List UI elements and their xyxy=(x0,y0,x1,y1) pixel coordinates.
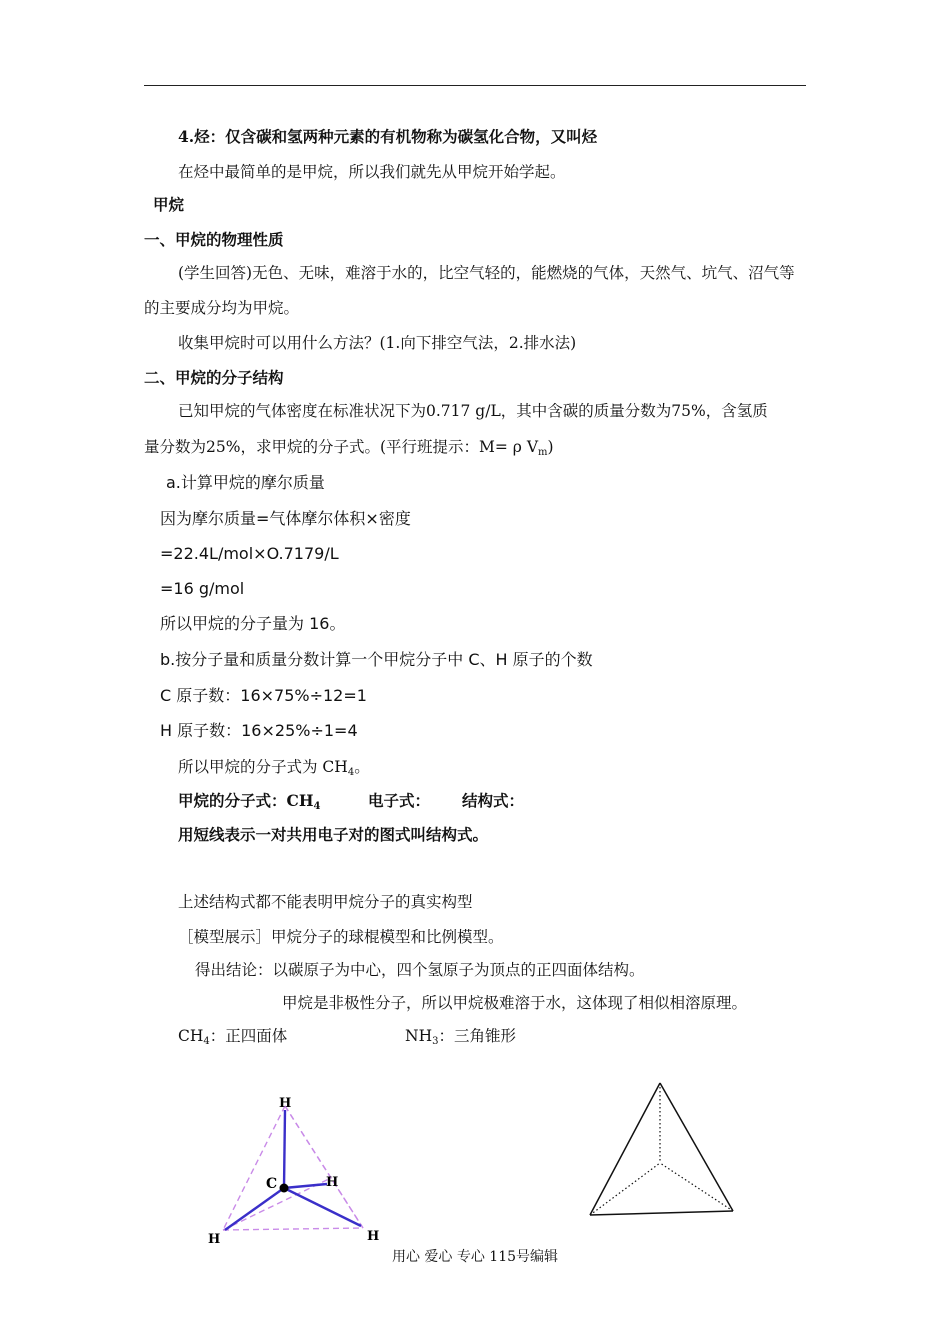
section1-heading: 一、甲烷的物理性质 xyxy=(144,230,284,249)
calc-h-atoms: H 原子数：16×25%÷1=4 xyxy=(160,721,358,740)
triangular-pyramid-diagram xyxy=(580,1075,745,1225)
page-footer: 用心 爱心 专心 115号编辑 xyxy=(391,1249,559,1265)
calc-step-b: b.按分子量和质量分数计算一个甲烷分子中 C、H 原子的个数 xyxy=(160,650,593,669)
heading-hydrocarbon: 4.烃：仅含碳和氢两种元素的有机物称为碳氢化合物，又叫烃 xyxy=(178,127,598,146)
conclusion: 得出结论：以碳原子为中心，四个氢原子为顶点的正四面体结构。 xyxy=(195,961,645,979)
student-answer-line1: (学生回答)无色、无味，难溶于水的，比空气轻的，能燃烧的气体，天然气、坑气、沼气等 xyxy=(178,264,795,282)
calc-result-mass: 所以甲烷的分子量为 16。 xyxy=(160,614,346,633)
pyramid-dotted-edges xyxy=(590,1083,733,1215)
bond-c-h-right xyxy=(284,1184,327,1188)
carbon-atom-dot xyxy=(280,1184,289,1193)
edge-bottom xyxy=(223,1228,363,1230)
label-molecular-text: 甲烷的分子式：CH xyxy=(178,791,314,810)
pyramid-edge-right xyxy=(660,1083,733,1211)
problem-line2-text: 量分数为25%，求甲烷的分子式。(平行班提示：M= ρ V xyxy=(144,438,539,456)
collect-question: 收集甲烷时可以用什么方法？(1.向下排空气法，2.排水法) xyxy=(178,334,577,352)
nh3-shape xyxy=(405,1026,516,1052)
formula-result-sub: 4 xyxy=(347,767,355,778)
student-answer-line2: 的主要成分均为甲烷。 xyxy=(144,299,300,317)
bond-c-h-top xyxy=(284,1110,285,1188)
section2-heading: 二、甲烷的分子结构 xyxy=(144,368,284,387)
label-electronic-formula: 电子式： xyxy=(368,791,431,810)
label-structural-formula: 结构式： xyxy=(462,791,525,810)
pyramid-solid-edges xyxy=(590,1083,733,1215)
methane-tetrahedron-diagram xyxy=(195,1080,395,1250)
ch4-formula: CH xyxy=(178,1027,204,1045)
definition-structural: 用短线表示一对共用电子对的图式叫结构式。 xyxy=(178,825,489,844)
problem-line2-suffix: ) xyxy=(547,438,554,456)
label-molecular-formula xyxy=(178,791,320,817)
structure-note: 上述结构式都不能表明甲烷分子的真实构型 xyxy=(178,893,473,911)
pyramid-edge-bottom xyxy=(590,1211,733,1215)
atom-c-center: C xyxy=(266,1176,278,1192)
ch4-sub: 4 xyxy=(203,1036,210,1047)
ch4-shape xyxy=(178,1026,287,1052)
atom-h-bottom-left: H xyxy=(208,1232,221,1247)
atom-h-bottom-right: H xyxy=(367,1229,380,1244)
methane-bonds xyxy=(225,1110,361,1230)
atom-h-top: H xyxy=(279,1096,292,1111)
calc-c-atoms: C 原子数：16×75%÷12=1 xyxy=(160,686,367,705)
pyramid-edge-center-right xyxy=(660,1163,733,1211)
nh3-shape-name: ：三角锥形 xyxy=(438,1027,516,1045)
calc-step-a: a.计算甲烷的摩尔质量 xyxy=(166,473,325,492)
model-display: ［模型展示］甲烷分子的球棍模型和比例模型。 xyxy=(178,928,504,946)
header-rule xyxy=(144,85,806,86)
label-molecular-sub: 4 xyxy=(313,801,321,812)
ch4-shape-name: ：正四面体 xyxy=(209,1027,288,1045)
calc-equation2: =16 g/mol xyxy=(160,579,245,598)
nh3-formula: NH xyxy=(405,1027,433,1045)
pyramid-edge-center-left xyxy=(590,1163,660,1215)
tetrahedron-dashed-edges xyxy=(223,1106,363,1230)
calc-formula: 因为摩尔质量=气体摩尔体积×密度 xyxy=(160,509,411,528)
atom-h-right: H xyxy=(326,1175,339,1190)
formula-result-suffix: 。 xyxy=(354,758,370,776)
formula-result xyxy=(178,757,370,783)
intro-text: 在烃中最简单的是甲烷，所以我们就先从甲烷开始学起。 xyxy=(178,163,566,181)
problem-line2-sub: m xyxy=(538,447,548,458)
problem-line2 xyxy=(144,437,554,463)
formula-result-text: 所以甲烷的分子式为 CH xyxy=(178,758,348,776)
edge-top-right xyxy=(285,1106,331,1178)
edge-top-bottom-left xyxy=(223,1106,285,1230)
title-methane: 甲烷 xyxy=(153,195,185,214)
calc-equation1: =22.4L/mol×O.7179/L xyxy=(160,544,339,563)
problem-line1: 已知甲烷的气体密度在标准状况下为0.717 g/L，其中含碳的质量分数为75%，含氢质 xyxy=(178,402,768,420)
pyramid-edge-left xyxy=(590,1083,660,1215)
nh3-sub: 3 xyxy=(432,1036,439,1047)
nonpolar-note: 甲烷是非极性分子，所以甲烷极难溶于水，这体现了相似相溶原理。 xyxy=(282,994,748,1012)
